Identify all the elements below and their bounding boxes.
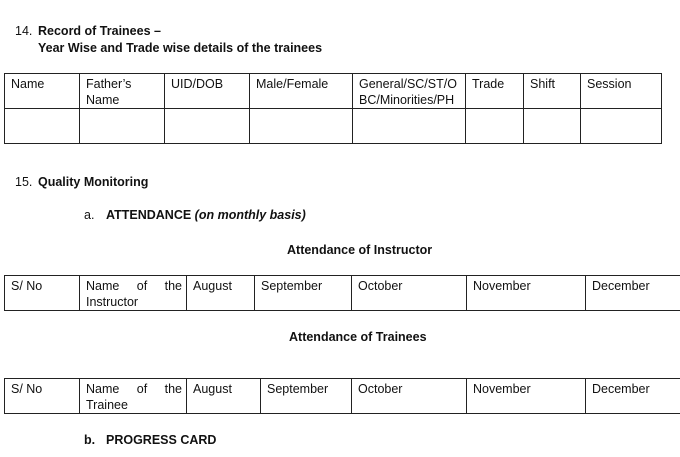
- header-shift: Shift: [524, 74, 581, 109]
- header-december: December: [586, 379, 680, 414]
- header-gender: Male/Female: [250, 74, 353, 109]
- header-category: General/SC/ST/O BC/Minorities/PH: [353, 74, 466, 109]
- section-14-title: Record of Trainees –: [38, 24, 161, 38]
- table-cell[interactable]: [581, 109, 662, 144]
- trainee-header-row: [5, 379, 680, 414]
- section-15-number: 15.: [15, 175, 33, 189]
- header-trainee-name: Name of the Trainee: [80, 379, 187, 414]
- section-14-subtitle: Year Wise and Trade wise details of the trainees: [38, 41, 323, 55]
- header-sno: S/ No: [5, 379, 80, 414]
- section-15-title: Quality Monitoring: [38, 175, 149, 189]
- table-cell[interactable]: [5, 109, 80, 144]
- table-cell[interactable]: [353, 109, 466, 144]
- table-cell[interactable]: [165, 109, 250, 144]
- sub-a-note: (on monthly basis): [194, 208, 306, 222]
- trainee-record-header-row: [5, 74, 662, 109]
- trainee-table-caption: Attendance of Trainees: [289, 330, 427, 344]
- header-name: Name: [5, 74, 80, 109]
- table-cell[interactable]: [250, 109, 353, 144]
- header-december: December: [586, 276, 680, 311]
- header-november: November: [467, 276, 586, 311]
- instructor-attendance-table: [4, 275, 680, 311]
- trainee-record-table: [4, 73, 662, 144]
- instructor-table-caption: Attendance of Instructor: [287, 243, 433, 257]
- sub-b-title: PROGRESS CARD: [106, 433, 217, 447]
- header-october: October: [352, 276, 467, 311]
- header-sno: S/ No: [5, 276, 80, 311]
- header-september: September: [255, 276, 352, 311]
- header-trade: Trade: [466, 74, 524, 109]
- trainee-record-empty-row: [5, 109, 662, 144]
- header-fathers-name: Father’s Name: [80, 74, 165, 109]
- header-session: Session: [581, 74, 662, 109]
- section-14-number: 14.: [15, 24, 33, 38]
- header-august: August: [187, 276, 255, 311]
- sub-a-title: ATTENDANCE: [106, 208, 192, 222]
- header-instructor-name: Name of the Instructor: [80, 276, 187, 311]
- table-cell[interactable]: [466, 109, 524, 144]
- header-august: August: [187, 379, 261, 414]
- sub-a-letter: a.: [84, 208, 95, 222]
- table-cell[interactable]: [80, 109, 165, 144]
- sub-a-heading: [106, 208, 306, 222]
- trainee-attendance-table: [4, 378, 680, 414]
- header-september: September: [261, 379, 352, 414]
- header-november: November: [467, 379, 586, 414]
- header-uid-dob: UID/DOB: [165, 74, 250, 109]
- instructor-header-row: [5, 276, 680, 311]
- header-october: October: [352, 379, 467, 414]
- sub-b-letter: b.: [84, 433, 96, 447]
- table-cell[interactable]: [524, 109, 581, 144]
